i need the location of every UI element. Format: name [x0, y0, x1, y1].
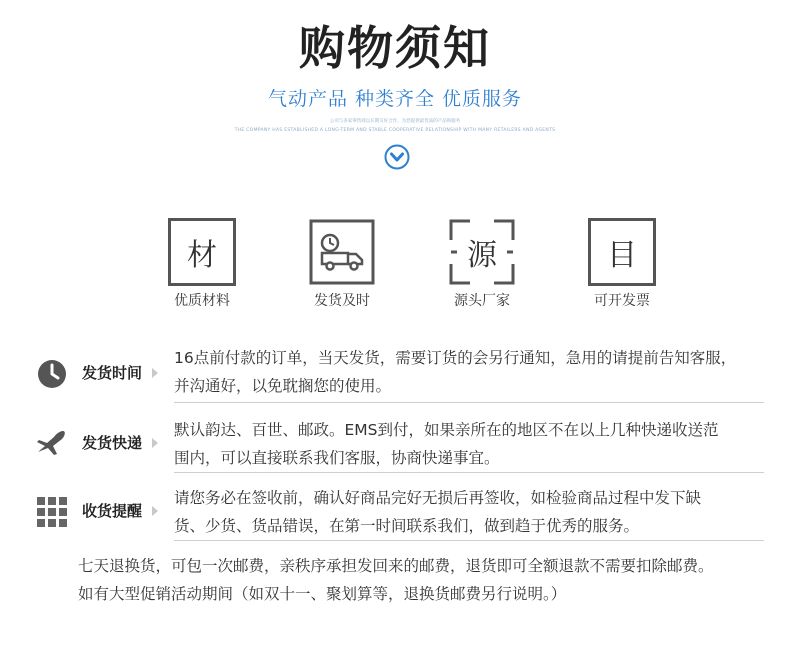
divider	[174, 402, 764, 403]
divider	[174, 472, 764, 473]
row-text-line: 16点前付款的订单，当天发货，需要订货的会另行通知，急用的请提前告知客服，	[174, 349, 737, 367]
row-text	[174, 344, 764, 400]
row-text-line: 围内，可以直接联系我们客服，协商快递事宜。	[174, 449, 500, 467]
note-line: 如有大型促销活动期间（如双十一、聚划算等，退换货邮费另行说明。）	[78, 585, 567, 603]
clock-icon	[36, 358, 68, 390]
airplane-icon	[36, 426, 68, 458]
source-glyph: 源	[467, 238, 497, 273]
chevron-right-icon	[152, 368, 158, 378]
chevron-right-icon	[152, 438, 158, 448]
row-text	[174, 484, 764, 540]
invoice-icon	[588, 218, 656, 286]
row-text-line: 货、少货、货品错误，在第一时间联系我们，做到趋于优秀的服务。	[174, 517, 640, 535]
material-icon	[168, 218, 236, 286]
chevron-right-icon	[152, 506, 158, 516]
feature-label: 可开发票	[594, 293, 650, 309]
tagline-cn: 公司与多家零售商以长期友好合作，为您提供最优质的产品和服务	[329, 119, 461, 124]
note-line: 七天退换货，可包一次邮费，亲秩序承担发回来的邮费，退货即可全额退款不需要扣除邮费。	[78, 557, 714, 575]
info-row-courier	[32, 414, 764, 474]
feature-label: 源头厂家	[454, 293, 510, 309]
feature-source	[432, 218, 532, 310]
feature-delivery	[292, 218, 392, 310]
invoice-glyph: 目	[607, 238, 637, 273]
delivery-truck-icon	[308, 218, 376, 286]
row-label: 收货提醒	[82, 502, 143, 520]
info-row-receiving-reminder	[32, 482, 764, 542]
row-text-line: 请您务必在签收前，确认好商品完好无损后再签收，如检验商品过程中发下缺	[174, 489, 702, 507]
feature-label: 优质材料	[174, 293, 230, 309]
return-policy-note	[78, 552, 768, 608]
row-label: 发货时间	[82, 364, 143, 382]
row-label: 发货快递	[82, 434, 143, 452]
material-glyph: 材	[187, 238, 217, 273]
info-row-shipping-time	[32, 344, 764, 404]
page-title: 购物须知	[299, 21, 491, 75]
page-subtitle: 气动产品 种类齐全 优质服务	[267, 88, 523, 110]
feature-invoice	[572, 218, 672, 310]
grid-icon	[36, 496, 68, 528]
tagline-en: THE COMPANY HAS ESTABLISHED A LONG-TERM AND STABLE COOPERATIVE RELATIONSHIP WITH MANY RETAILERS AND AGENTS	[234, 128, 556, 133]
row-text	[174, 416, 764, 472]
row-text-line: 默认韵达、百世、邮政。EMS到付，如果亲所在的地区不在以上几种快递收送范	[174, 421, 719, 439]
feature-label: 发货及时	[314, 293, 370, 309]
factory-source-icon	[448, 218, 516, 286]
chevron-down-circle-icon	[384, 144, 410, 170]
row-text-line: 并沟通好，以免耽搁您的使用。	[174, 377, 392, 395]
divider	[174, 540, 764, 541]
feature-material	[152, 218, 252, 310]
